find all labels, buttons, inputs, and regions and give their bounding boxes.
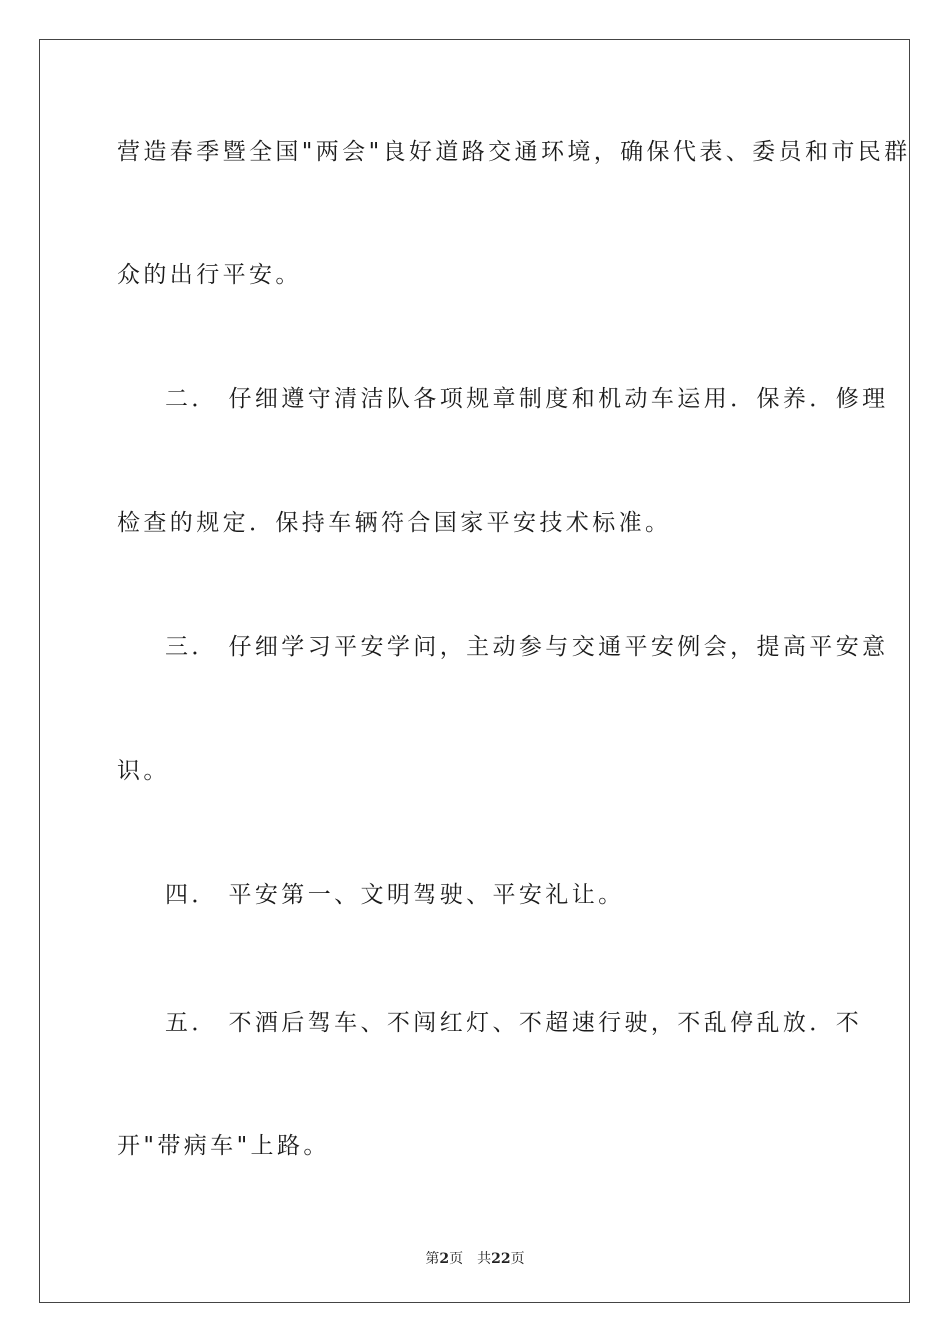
item-five-line-2: 开"带病车"上路。	[117, 1133, 330, 1159]
item-two-line-2: 检查的规定．保持车辆符合国家平安技术标准。	[117, 510, 672, 536]
page-suffix: 页	[449, 1251, 464, 1267]
paragraph-line-1: 营造春季暨全国"两会"良好道路交通环境，确保代表、委员和市民群	[117, 139, 911, 165]
item-three-line-2: 识。	[117, 758, 170, 784]
item-four-line-1: 四． 平安第一、文明驾驶、平安礼让。	[165, 882, 625, 908]
paragraph-line-2: 众的出行平安。	[117, 262, 302, 288]
item-three-line-1: 三． 仔细学习平安学问，主动参与交通平安例会，提高平安意	[165, 634, 889, 660]
item-five-line-1: 五． 不酒后驾车、不闯红灯、不超速行驶，不乱停乱放．不	[165, 1010, 863, 1036]
total-suffix: 页	[510, 1251, 525, 1267]
total-prefix: 共	[477, 1251, 492, 1267]
page-prefix: 第	[425, 1251, 440, 1267]
page-number: 2	[439, 1251, 450, 1267]
page-footer	[0, 1248, 950, 1268]
total-pages: 22	[491, 1251, 511, 1267]
item-two-line-1: 二． 仔细遵守清洁队各项规章制度和机动车运用．保养．修理	[165, 386, 889, 412]
page-frame	[39, 39, 910, 1303]
